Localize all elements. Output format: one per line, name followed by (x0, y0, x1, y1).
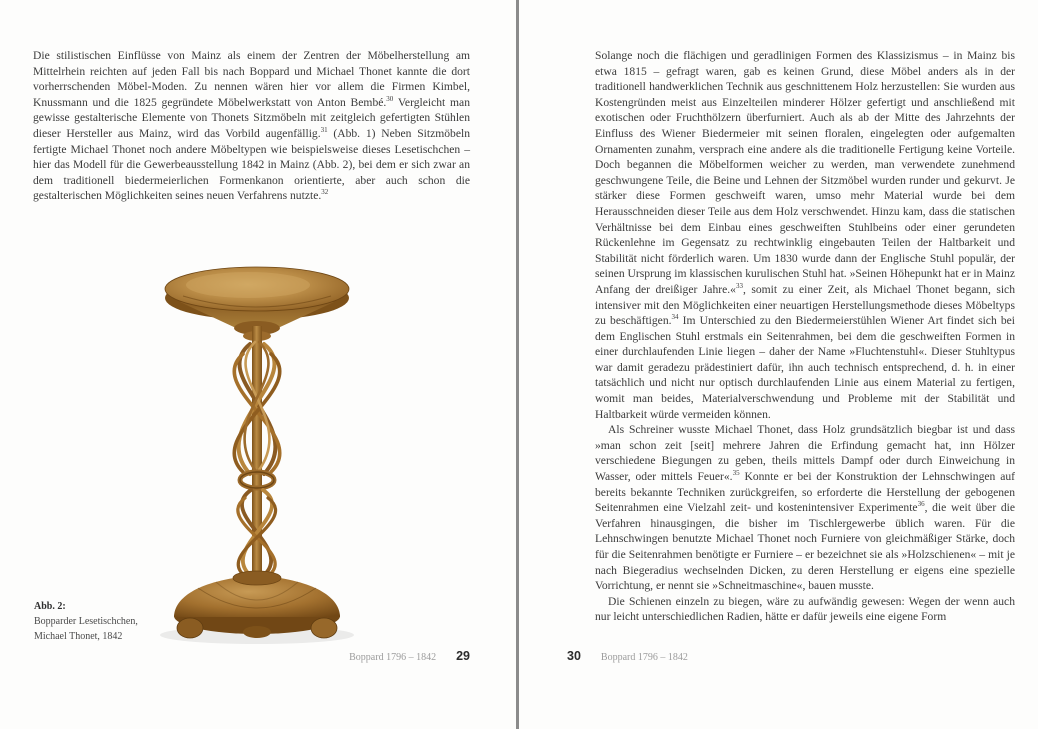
right-body-paragraph-1: Solange noch die flächigen und geradlinigen Formen des Klassizismus – in Mainz bis etwa 1815 – gefragt waren, gab es keinen Grund, diese Möbel anders als in der traditionell handwerklichen Technik aus geschnittenem Holz herzustellen: Sie wurden aus Kostengründen meist aus Einzelteilen minderer Hölzer gefertigt und anschließend mit exotischen oder Fruchthölzern überfurniert. Auch als ab der Mitte des Jahrzehnts der Einfluss des Wiener Biedermeier mit seinen floralen, eingelegten oder aufgemalten Ornamenten zunahm, versprach eine andere als die traditionelle Fertigung keine Vorteile. Doch begannen die Möbelformen weicher zu werden, man verwendete zunehmend geschwungene Teile, die Beine und Lehnen der Sitzmöbel wurden runder und gekurvt. Je stärker diese Formen geschweift waren, umso mehr Material wurde bei dem Herausschneiden dieser Teile aus dem Holz verschwendet. Hinzu kam, dass die statischen Verhältnisse bei dem Einbau eines geschweiften Stuhlbeins oder einer gerundeten Rückenlehne im Gegensatz zu rechtwinklig eingebauten Teilen der Haltbarkeit und Stabilität nicht förderlich waren. Um 1830 wurde dann der Englische Stuhl populär, der seinen Ursprung im klassischen kurulischen Stuhl hat. »Seinen Höhepunkt hat er in Mainz Anfang der dreißiger Jahre.«$^{33}$, somit zu einer Zeit, als Michael Thonet begann, sich intensiver mit den Möglichkeiten einer neuartigen Herstellungsmethode dieses Möbeltyps zu beschäftigen.$^{34}$ Im Unterschied zu den Biedermeierstühlen Wiener Art findet sich bei dem Englischen Stuhl erstmals ein Seitenrahmen, bei dem die geschweiften Formen in einer durchlaufenden Linie liegen – daher der Name »Fluchtenstuhl«. Dieser Stuhltypus war damit geradezu prädestiniert dafür, ihn auch technisch entsprechend, d. h. in einer tatsächlich und nicht nur optisch durchlaufenden Linie aus einem Material zu fertigen, womit man beides, Materialverschwendung und Probleme mit der Stabilität und Haltbarkeit würde vermeiden können. (595, 49, 1016, 421)
page-number: 30 (567, 649, 581, 663)
right-text-column (595, 48, 1015, 625)
left-body-paragraph: Die stilistischen Einflüsse von Mainz als einem der Zentren der Möbelherstellung am Mittelrhein reichten auf jeden Fall bis nach Boppard und Michael Thonet kannte die dort vorherrschenden Möbel-Moden. Zu nennen wären hier vor allem die Firmen Kimbel, Knussmann und die 1825 gegründete Möbelwerkstatt von Anton Bembé.$^{30}$ Vergleicht man gewisse gestalterische Elemente von Thonets Sitzmöbeln mit zeitgleich gefertigten Stühlen dieser Hersteller aus Mainz, wird das Vorbild augenfällig.$^{31}$ (Abb. 1) Neben Sitzmöbeln fertigte Michael Thonet noch andere Möbeltypen wie beispielsweise dieses Lesetischchen – hier das Modell für die Gewerbeausstellung 1842 in Mainz (Abb. 2), bei dem er sich zwar an dem traditionell biedermeierlichen Formenkanon orientierte, aber auch schon die gestalterischen Möglichkeiten seines neuen Verfahrens nutzte.$^{32}$ (33, 49, 471, 203)
figure-caption (34, 599, 204, 644)
lesetischchen-photo (128, 226, 386, 654)
running-title: Boppard 1796 – 1842 (349, 652, 437, 663)
lesetischchen-illustration (128, 226, 386, 654)
running-title: Boppard 1796 – 1842 (600, 652, 688, 663)
page-number: 29 (456, 649, 470, 663)
right-body-paragraph-2: Als Schreiner wusste Michael Thonet, dass Holz grundsätzlich biegbar ist und dass »man schon zeit [seit] mehrere Jahren die Erfindung gemacht hat, inn Hölzer verschiedene Biegungen zu geben, theils mittels Dampf oder durch Einweichung in Wasser, oder mittels Feuer«.$^{35}$ Konnte er bei der Konstruktion der Lehnschwingen auf bereits bekannte Techniken zurückgreifen, so erforderte die Herstellung der gebogenen Seitenrahmen eine Vielzahl zeit- und kostenintensiver Experimente$^{36}$, die weit über die Verfahren hinausgingen, die bisher im Tischlergewerbe üblich waren. Für die Lehnschwingen benutzte Michael Thonet noch Furniere von gleichmäßiger Stärke, doch für die Seitenrahmen benötigte er Furniere – er bezeichnet sie als »Holzschienen« – mit je nach Biegeradius wechselnden Dicken, zu deren Herstellung er eigens eine spezielle Vorrichtung, er nennt sie »Schneitmaschine«, bauen musste. (595, 423, 1016, 593)
figure-caption-line: Michael Thonet, 1842 (34, 631, 123, 642)
page-footer-left (33, 649, 470, 663)
figure-caption-label: Abb. 2: (34, 601, 66, 612)
figure-caption-line: Bopparder Lesetischchen, (34, 616, 138, 627)
page-footer-right (567, 649, 688, 663)
right-body-paragraph-3: Die Schienen einzeln zu biegen, wäre zu aufwändig gewesen: Wegen der wenn auch nur leicht unterschiedlichen Radien, hätte er dafür jeweils eine eigene Form (595, 594, 1015, 624)
spread-divider (516, 0, 519, 729)
